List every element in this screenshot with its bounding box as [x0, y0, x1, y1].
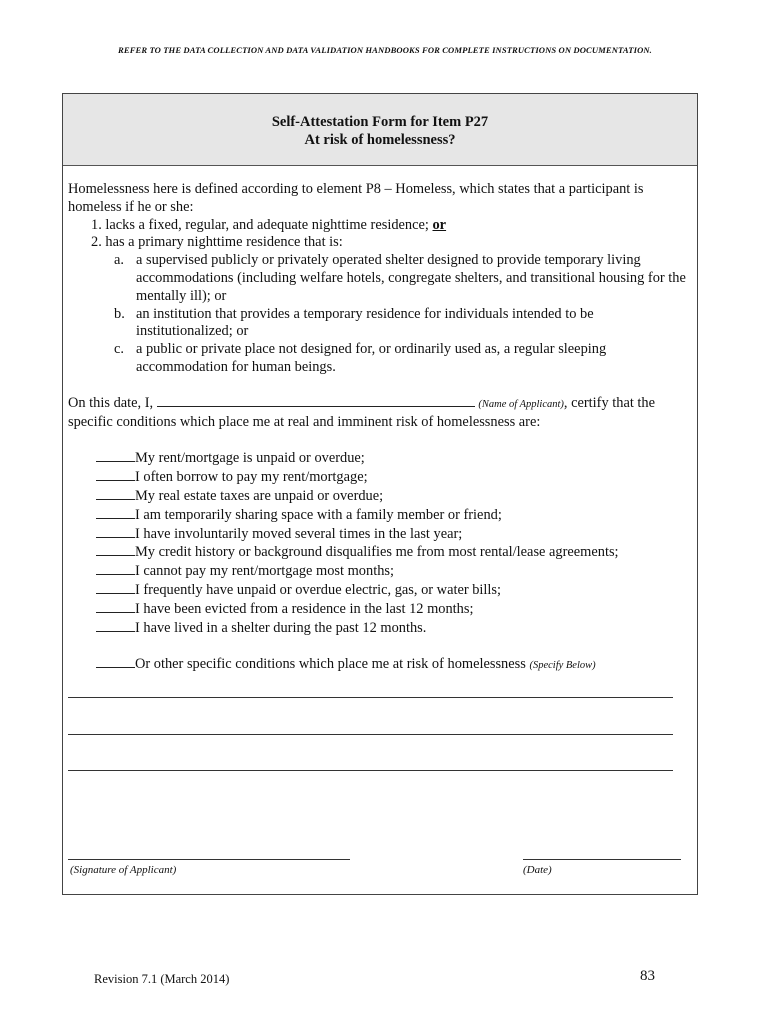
signature-label: (Signature of Applicant): [70, 864, 177, 876]
form-title-band: [63, 94, 697, 166]
form-content: [68, 181, 689, 675]
definition-list: [68, 217, 689, 377]
page-number: 83: [640, 968, 655, 984]
condition-item: My real estate taxes are unpaid or overdue;: [96, 487, 689, 506]
condition-check-blank[interactable]: [96, 487, 135, 500]
definition-sub-item: a. a supervised publicly or privately operated shelter designed to provide temporary living accommodations (including welfare hotels, congregate shelters, and transitional housing for the mentally ill); or: [114, 252, 686, 304]
form-subtitle: At risk of homelessness?: [304, 132, 456, 148]
condition-item: I often borrow to pay my rent/mortgage;: [96, 468, 689, 487]
specify-below-note: (Specify Below): [529, 660, 596, 672]
condition-check-blank[interactable]: [96, 449, 135, 462]
applicant-name-field[interactable]: [157, 394, 475, 407]
signature-line[interactable]: [68, 859, 350, 860]
specify-line-3[interactable]: [68, 770, 673, 771]
definition-item-2: 2. has a primary nighttime residence that is:: [91, 234, 343, 251]
condition-item: I have been evicted from a residence in the last 12 months;: [96, 600, 689, 619]
condition-check-blank[interactable]: [96, 619, 135, 632]
condition-item: I frequently have unpaid or overdue electric, gas, or water bills;: [96, 581, 689, 600]
definition-sub-items: [68, 252, 689, 377]
revision-note: Revision 7.1 (March 2014): [94, 972, 230, 986]
specify-line-1[interactable]: [68, 697, 673, 698]
condition-item: I have lived in a shelter during the past 12 months.: [96, 619, 689, 638]
condition-check-blank[interactable]: [96, 600, 135, 613]
certification-statement: On this date, I, (Name of Applicant), certify that the specific conditions which place me at real and imminent risk of homelessness are:: [68, 394, 656, 430]
condition-check-blank[interactable]: [96, 581, 135, 594]
or-emphasis: or: [432, 216, 447, 233]
specify-line-2[interactable]: [68, 734, 673, 735]
conditions-list: [68, 449, 689, 637]
other-condition: Or other specific conditions which place me at risk of homelessness (Specify Below): [68, 655, 689, 675]
condition-check-blank[interactable]: [96, 468, 135, 481]
condition-check-blank[interactable]: [96, 506, 135, 519]
definition-intro: Homelessness here is defined according to element P8 – Homeless, which states that a participant is homeless if he or she:: [68, 181, 644, 215]
condition-check-blank[interactable]: [96, 525, 135, 538]
date-line[interactable]: [523, 859, 681, 860]
definition-sub-item: c. a public or private place not designed for, or ordinarily used as, a regular sleeping accommodation for human beings.: [114, 341, 607, 375]
attestation-form: [62, 93, 698, 895]
form-title: Self-Attestation Form for Item P27: [271, 114, 489, 130]
other-condition-check-blank[interactable]: [96, 655, 135, 668]
condition-item: I have involuntarily moved several times in the last year;: [96, 525, 689, 544]
condition-item: I cannot pay my rent/mortgage most months;: [96, 562, 689, 581]
condition-item: I am temporarily sharing space with a family member or friend;: [96, 506, 689, 525]
date-label: (Date): [523, 864, 552, 876]
condition-check-blank[interactable]: [96, 562, 135, 575]
definition-item-1: 1. lacks a fixed, regular, and adequate nighttime residence; or: [91, 216, 447, 233]
name-of-applicant-note: (Name of Applicant): [478, 398, 564, 410]
condition-item: My credit history or background disqualifies me from most rental/lease agreements;: [96, 543, 689, 562]
definition-sub-item: b. an institution that provides a temporary residence for individuals intended to be institutionalized; or: [114, 305, 594, 340]
header-note: REFER TO THE DATA COLLECTION AND DATA VALIDATION HANDBOOKS FOR COMPLETE INSTRUCTIONS ON DOCUMENTATION.: [118, 45, 652, 55]
condition-item: My rent/mortgage is unpaid or overdue;: [96, 449, 689, 468]
condition-check-blank[interactable]: [96, 543, 135, 556]
